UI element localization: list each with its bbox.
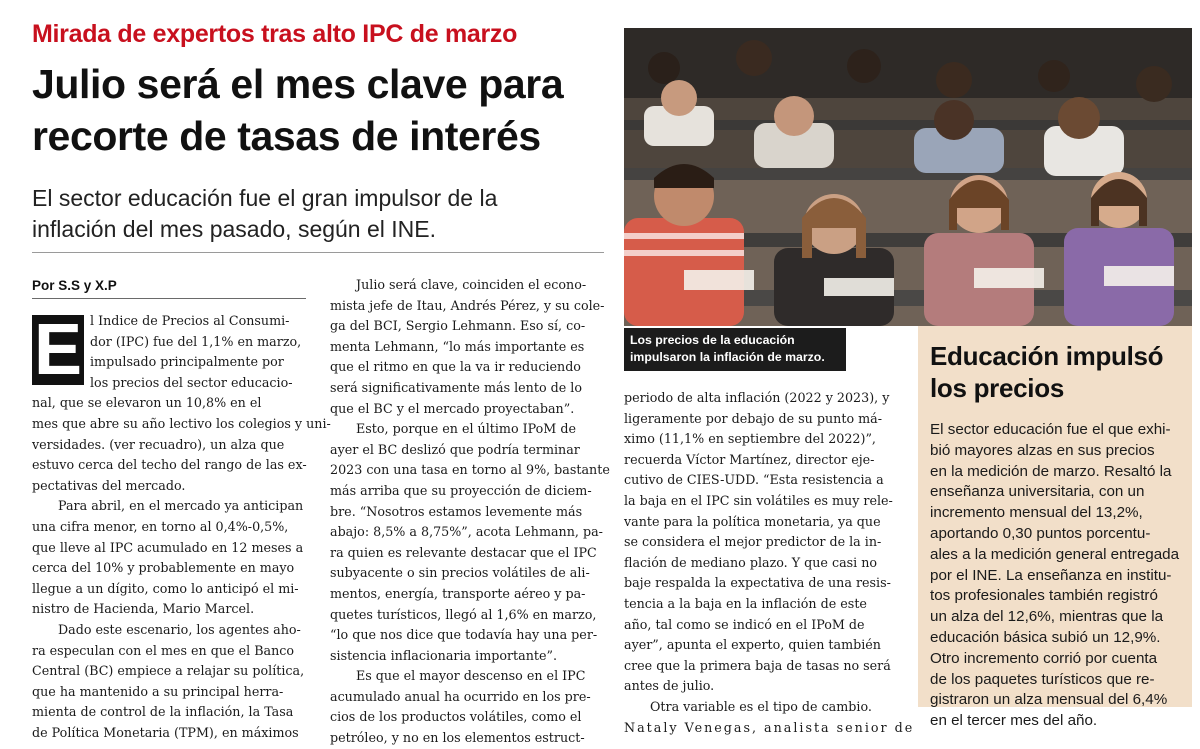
text-line: Otra variable es el tipo de cambio. [650, 698, 872, 714]
text-line: aportando 0,30 puntos porcentu- [930, 524, 1151, 542]
text-line: Julio será clave, coinciden el econo- [356, 277, 587, 292]
text-line: Central (BC) empiece a relajar su política, [32, 663, 305, 679]
headline-line: Julio será el mes clave para [32, 61, 564, 107]
article-column-1 [32, 310, 331, 743]
text-line: cios de los productos volátiles, como el [330, 709, 582, 725]
text-line: cutivo de CIES-UDD. “Esta resistencia a [624, 472, 884, 488]
text-line: tencia a la baja en la inflación de este [624, 595, 867, 611]
text-line: petróleo, y no en los elementos estruct- [330, 730, 585, 746]
text-line: en la medición de marzo. Resaltó la [930, 462, 1172, 480]
text-line: versidades. (ver recuadro), un alza que [32, 436, 285, 452]
text-line: Esto, porque en el último IPoM de [356, 421, 576, 437]
text-line: Otro incremento corrió por cuenta [930, 649, 1158, 667]
text-line: vante para la política monetaria, ya que [624, 513, 881, 529]
kicker: Mirada de expertos tras alto IPC de marzo [32, 20, 518, 48]
subheadline-line: inflación del mes pasado, según el INE. [32, 216, 437, 242]
text-line: quetes turísticos, llegó al 1,6% en marzo, [330, 606, 597, 622]
text-line: ligeramente por debajo de su punto má- [624, 410, 882, 426]
sidebar-body [930, 420, 1180, 732]
sidebar-title-line: Educación impulsó [930, 341, 1164, 371]
text-line: que el BC y el mercado proyectaban”. [330, 400, 575, 416]
text-line: flación de mediano plazo. Y que casi no [624, 554, 878, 570]
text-line: baje respalda la expectativa de una resis- [624, 575, 891, 591]
text-line: cree que la primera baja de tasas no será [624, 657, 891, 673]
text-line: tos profesionales también registró [930, 587, 1158, 605]
text-line: de Política Monetaria (TPM), en máximos [32, 724, 299, 740]
text-line: en el tercer mes del año. [930, 712, 1098, 730]
text-line: impulsado principalmente por [90, 354, 284, 370]
paragraph [330, 275, 604, 419]
paragraph [32, 496, 306, 620]
text-line: será significativamente más lento de lo [330, 379, 582, 395]
text-line: ga del BCI, Sergio Lehmann. Eso sí, co- [330, 318, 586, 334]
paragraph [330, 666, 604, 748]
headline [32, 58, 617, 162]
text-line: antes de julio. [624, 678, 715, 694]
text-line: la baja en el IPC sin volátiles es muy rele- [624, 492, 893, 508]
text-line: pectativas del mercado. [32, 477, 186, 493]
text-line: que ha mantenido a su principal herra- [32, 683, 284, 699]
text-line: más arriba que su proyección de diciem- [330, 482, 592, 498]
caption-line: Los precios de la educación [630, 333, 795, 347]
paragraph [330, 419, 610, 666]
students-illustration [624, 28, 1192, 326]
subheadline-line: El sector educación fue el gran impulsor de la [32, 185, 498, 211]
text-line: El sector educación fue el que exhi- [930, 421, 1171, 438]
text-line: año, tal como se indicó en el IPoM de [624, 616, 865, 632]
text-line: ales a la medición general entregada [930, 545, 1180, 563]
students-photo [624, 28, 1192, 326]
text-line: por el INE. La enseñanza en institu- [930, 566, 1172, 584]
divider [32, 298, 306, 299]
text-line: ayer”, apunta el experto, quien también [624, 637, 881, 653]
text-line: recuerda Víctor Martínez, director eje- [624, 451, 875, 467]
text-line: ayer el BC deslizó que podría terminar [330, 441, 580, 457]
paragraph [624, 388, 894, 697]
text-line: mista jefe de Itau, Andrés Pérez, y su cole- [330, 297, 605, 313]
text-line: mentos, energía, transporte aéreo y pa- [330, 585, 586, 601]
text-line: menta Lehmann, “lo más importante es [330, 338, 585, 354]
text-line: mienta de control de la inflación, la Tasa [32, 704, 294, 720]
text-line: educación básica subió un 12,9%. [930, 628, 1161, 646]
article-column-2 [330, 275, 610, 749]
divider [32, 252, 604, 253]
paragraph [32, 620, 306, 744]
text-line: ra quien es relevante destacar que el IPC [330, 544, 597, 560]
text-line: mes que abre su año lectivo los colegios y uni- [32, 415, 331, 431]
text-line: abajo: 8,5% a 8,75%”, acota Lehmann, pa- [330, 524, 603, 540]
text-line: acumulado anual ha ocurrido en los pre- [330, 688, 591, 704]
headline-line: recorte de tasas de interés [32, 113, 541, 159]
text-line: ximo (11,1% en septiembre del 2022)”, [624, 431, 876, 447]
text-line: Nataly Venegas, analista senior de [624, 719, 915, 735]
text-line: que lleve al IPC acumulado en 12 meses a [32, 539, 304, 555]
sidebar-title [930, 340, 1180, 404]
text-line: “lo que nos dice que todavía hay una per- [330, 627, 598, 643]
text-line: nistro de Hacienda, Mario Marcel. [32, 601, 255, 617]
paragraph [624, 697, 915, 738]
text-line: incremento mensual del 13,2%, [930, 504, 1143, 522]
caption-line: impulsaron la inflación de marzo. [630, 349, 825, 364]
text-line: sistencia inflacionaria importante”. [330, 647, 558, 663]
text-line: dor (IPC) fue del 1,1% en marzo, [90, 333, 302, 349]
text-line: l Indice de Precios al Consumi- [90, 313, 290, 328]
text-line: se considera el mejor predictor de la in- [624, 534, 882, 550]
text-line: ra especulan con el mes en que el Banco [32, 642, 294, 658]
text-line: nal, que se elevaron un 10,8% en el [32, 395, 262, 411]
text-line: subyacente o sin precios volátiles de ali- [330, 565, 590, 581]
article-column-3 [624, 388, 915, 738]
sidebar-title-line: los precios [930, 373, 1064, 403]
text-line: llegue a un dígito, como lo anticipó el mi- [32, 580, 299, 596]
text-line: Dado este escenario, los agentes aho- [58, 621, 301, 637]
text-line: una cifra menor, en torno al 0,4%-0,5%, [32, 518, 289, 534]
text-line: Para abril, en el mercado ya anticipan [58, 498, 304, 514]
text-line: los precios del sector educacio- [90, 374, 293, 390]
text-line: un alza del 12,6%, mientras que la [930, 608, 1164, 626]
text-line: estuvo cerca del techo del rango de las ex- [32, 457, 307, 473]
byline: Por S.S y X.P [32, 278, 117, 293]
text-line: enseñanza universitaria, con un [930, 483, 1145, 501]
paragraph [32, 310, 331, 496]
text-line: 2023 con una tasa en torno al 9%, bastante [330, 462, 610, 478]
text-line: gistraron un alza mensual del 6,4% [930, 691, 1168, 709]
sidebar-box [918, 326, 1192, 730]
text-line: cerca del 10% y probablemente en mayo [32, 560, 295, 576]
subheadline [32, 183, 617, 245]
text-line: periodo de alta inflación (2022 y 2023), y [624, 390, 890, 405]
text-line: bió mayores alzas en sus precios [930, 441, 1155, 459]
text-line: Es que el mayor descenso en el IPC [356, 668, 586, 684]
text-line: que el ritmo en que la va ir reduciendo [330, 359, 581, 375]
text-line: bre. “Nosotros estamos levemente más [330, 503, 583, 519]
photo-caption [624, 328, 846, 371]
drop-cap: E [33, 310, 83, 390]
text-line: de los paquetes turísticos que re- [930, 670, 1155, 688]
